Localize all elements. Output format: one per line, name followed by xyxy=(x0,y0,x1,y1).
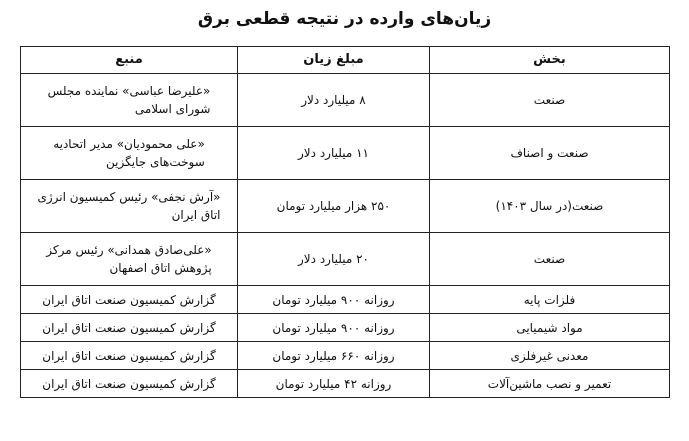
cell-source xyxy=(21,127,238,180)
source-line: «علیرضا عباسی» نماینده مجلس xyxy=(47,84,211,98)
source-line: «علی‌صادق همدانی» رئیس مرکز xyxy=(46,243,212,257)
source-line: پژوهش اتاق اصفهان xyxy=(109,261,212,275)
cell-sector: تعمیر و نصب ماشین‌آلات xyxy=(430,370,670,398)
table-row xyxy=(21,370,670,398)
source-line: گزارش کمیسیون صنعت اتاق ایران xyxy=(42,348,216,363)
cell-amount: ۲۰ میلیارد دلار xyxy=(238,233,430,286)
cell-sector: صنعت و اصناف xyxy=(430,127,670,180)
table-row xyxy=(21,233,670,286)
cell-source xyxy=(21,342,238,370)
table-row xyxy=(21,342,670,370)
cell-source xyxy=(21,233,238,286)
cell-sector: فلزات پایه xyxy=(430,286,670,314)
cell-amount: روزانه ۹۰۰ میلیارد تومان xyxy=(238,314,430,342)
cell-source xyxy=(21,370,238,398)
table-row xyxy=(21,180,670,233)
cell-source xyxy=(21,74,238,127)
cell-amount: روزانه ۹۰۰ میلیارد تومان xyxy=(238,286,430,314)
cell-source xyxy=(21,286,238,314)
source-line: اتاق ایران xyxy=(171,208,221,222)
loss-table xyxy=(20,46,670,398)
page-title: زیان‌های وارده در نتیجه قطعی برق xyxy=(197,9,492,29)
cell-amount: ۲۵۰ هزار میلیارد تومان xyxy=(238,180,430,233)
source-line: «علی محمودیان» مدیر اتحادیه xyxy=(53,137,205,151)
source-line: گزارش کمیسیون صنعت اتاق ایران xyxy=(42,292,216,307)
cell-amount: روزانه ۴۲ میلیارد تومان xyxy=(238,370,430,398)
cell-source xyxy=(21,180,238,233)
cell-amount: ۸ میلیارد دلار xyxy=(238,74,430,127)
table-row xyxy=(21,314,670,342)
source-line: گزارش کمیسیون صنعت اتاق ایران xyxy=(42,320,216,335)
cell-sector: صنعت xyxy=(430,233,670,286)
source-line: «آرش نجفی» رئیس کمیسیون انرژی xyxy=(37,190,221,204)
cell-amount: ۱۱ میلیارد دلار xyxy=(238,127,430,180)
cell-amount: روزانه ۶۶۰ میلیارد تومان xyxy=(238,342,430,370)
column-header-amount: مبلغ زیان xyxy=(238,47,430,74)
table-row xyxy=(21,127,670,180)
column-header-source: منبع xyxy=(21,47,238,74)
cell-sector: صنعت(در سال ۱۴۰۳) xyxy=(430,180,670,233)
source-line: سوخت‌های جایگزین xyxy=(106,155,205,169)
table-row xyxy=(21,286,670,314)
cell-sector: مواد شیمیایی xyxy=(430,314,670,342)
table-row xyxy=(21,74,670,127)
column-header-sector: بخش xyxy=(430,47,670,74)
table-header-row xyxy=(21,47,670,74)
cell-sector: معدنی غیرفلزی xyxy=(430,342,670,370)
cell-source xyxy=(21,314,238,342)
source-line: شورای اسلامی xyxy=(134,102,211,116)
source-line: گزارش کمیسیون صنعت اتاق ایران xyxy=(42,376,216,391)
cell-sector: صنعت xyxy=(430,74,670,127)
